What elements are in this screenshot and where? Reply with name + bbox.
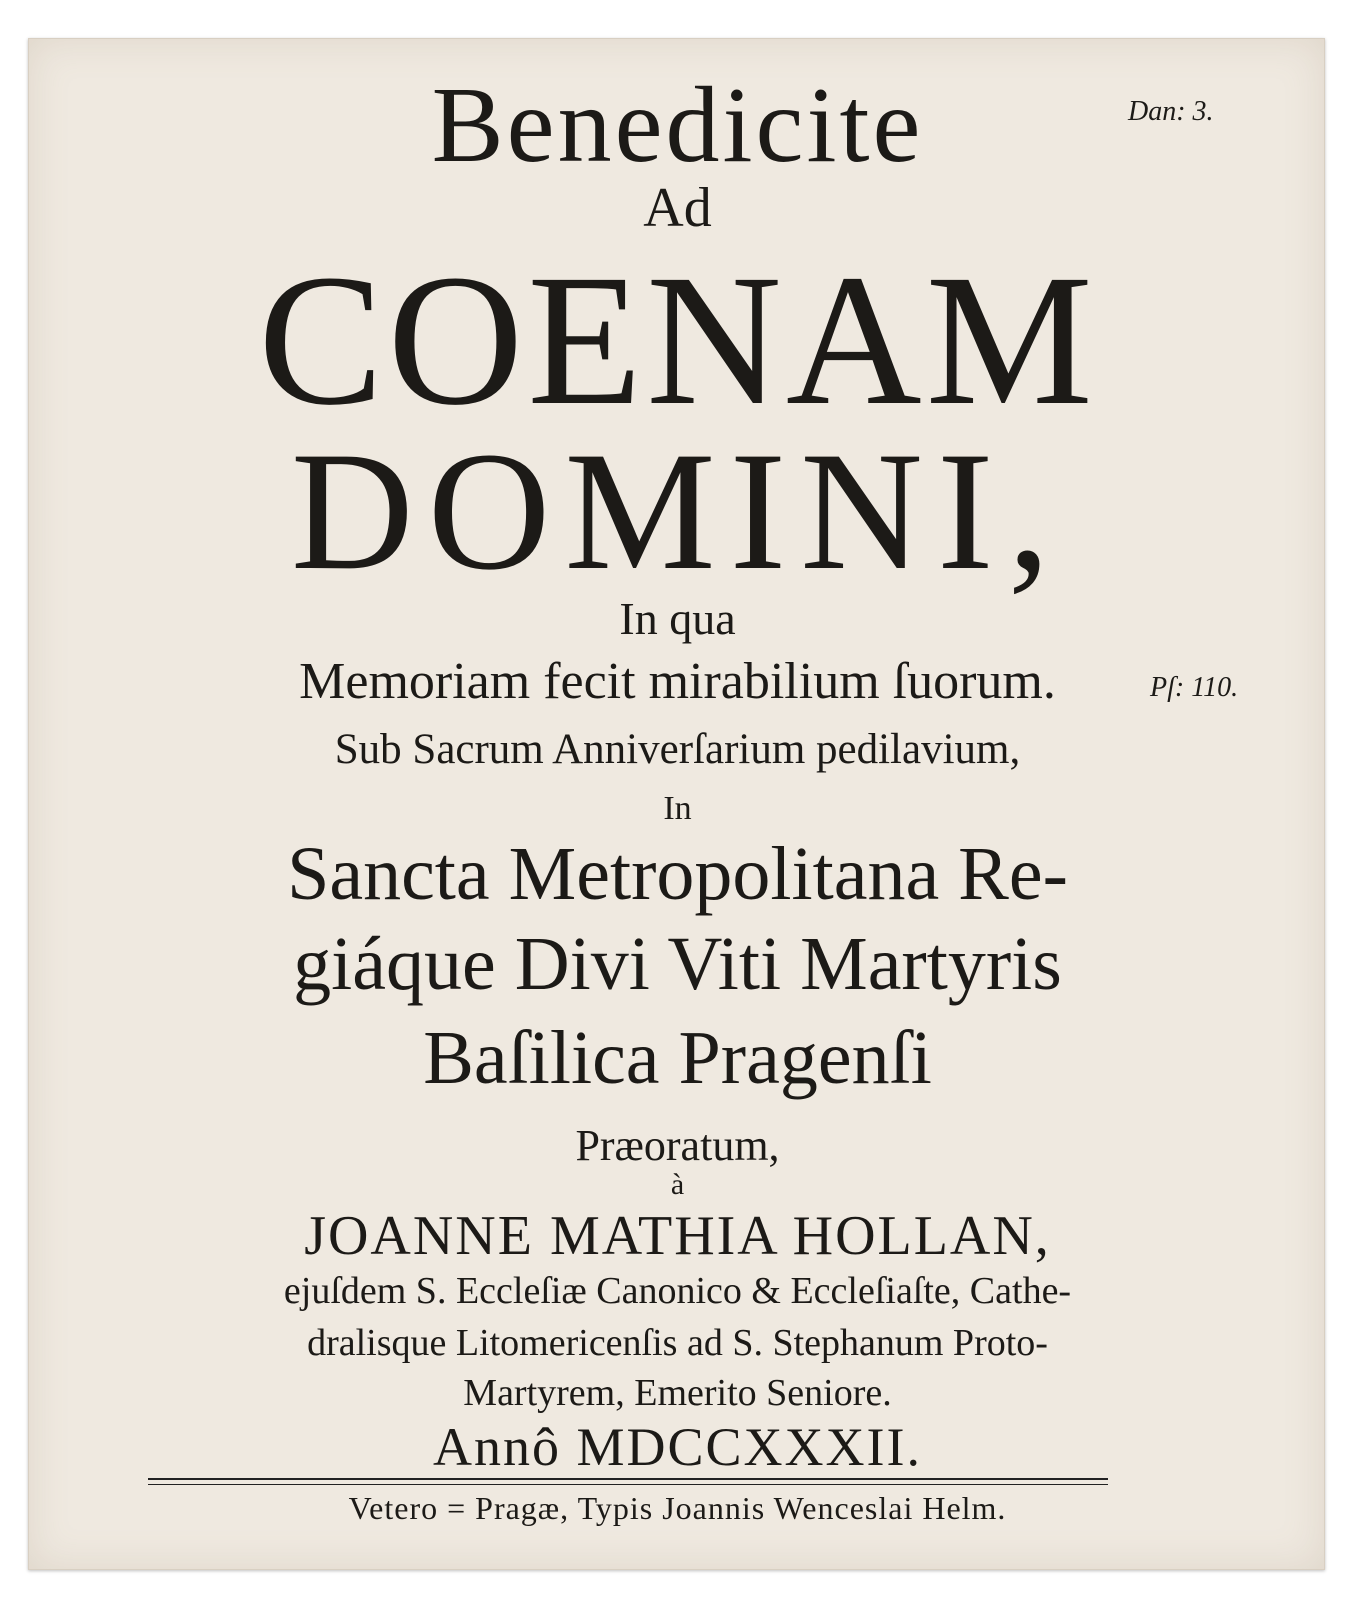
imprint-rule-bottom xyxy=(148,1484,1108,1485)
text-sancta-metropolitana: Sancta Metropolitana Re- xyxy=(287,832,1068,916)
author-title-3: Martyrem, Emerito Seniore. xyxy=(463,1372,892,1414)
text-in: In xyxy=(663,790,692,827)
author-title-1: ejuſdem S. Eccleſiæ Canonico & Eccleſiaſte, Cathe- xyxy=(283,1270,1072,1312)
text-sub-sacrum: Sub Sacrum Anniverſarium pedilavium, xyxy=(334,726,1021,773)
imprint-rule-top xyxy=(148,1478,1108,1480)
margin-note-daniel: Dan: 3. xyxy=(1128,96,1214,127)
author-name: JOANNE MATHIA HOLLAN, xyxy=(304,1205,1051,1267)
title-ad: Ad xyxy=(643,177,712,239)
text-basilica-pragensi: Baſilica Pragenſi xyxy=(423,1016,932,1100)
title-benedicite: Benedicite xyxy=(431,66,924,185)
year-line: Annô MDCCXXXII. xyxy=(433,1417,922,1477)
text-divi-viti: giáque Divi Viti Martyris xyxy=(293,922,1062,1006)
text-praeoratum: Præoratum, xyxy=(575,1121,780,1170)
title-domini: DOMINI, xyxy=(290,417,1065,605)
text-a: à xyxy=(670,1168,685,1201)
imprint-line: Vetero = Pragæ, Typis Joannis Wenceslai Helm. xyxy=(348,1490,1007,1526)
margin-note-psalm: Pſ: 110. xyxy=(1150,672,1239,703)
title-coenam: COENAM xyxy=(258,235,1097,444)
author-title-2: dralisque Litomericenſis ad S. Stephanum Proto- xyxy=(307,1322,1048,1364)
text-memoriam: Memoriam fecit mirabilium ſuorum. xyxy=(299,653,1056,710)
text-in-qua: In qua xyxy=(619,593,736,644)
